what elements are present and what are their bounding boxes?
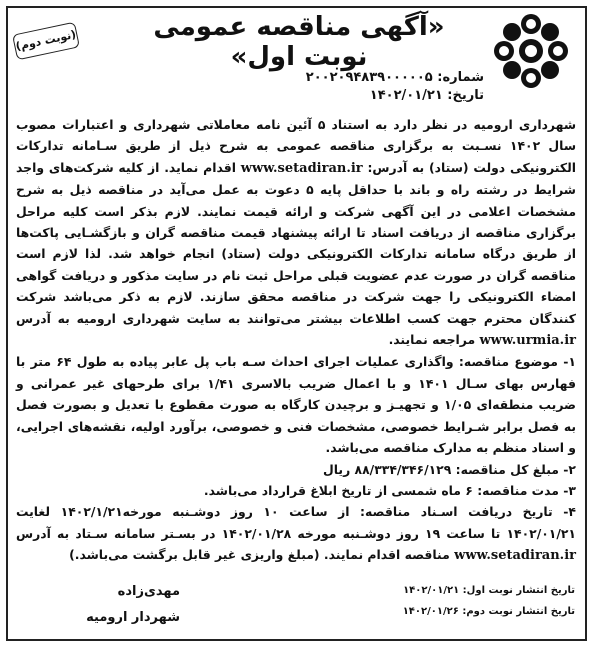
round-badge: (نوبت دوم) — [12, 22, 80, 61]
setadiran-link-2[interactable]: www.setadiran.ir — [454, 548, 576, 564]
docs-text-1: از ساعت ۱۰ روز دوشـنبه مورخه۱۴۰۲/۱/۲۱ لغایت ۱۴۰۲/۰۱/۲۱ تا ساعت ۱۹ روز دوشـنبه مورخه ۱۴۰۲/۰۱/۲۸ در بسـتر سامانه سـتاد به آدرس — [16, 504, 576, 541]
duration-label: ۳- مدت مناقصه: — [477, 482, 576, 498]
docs-text-2: مناقصه اقدام نمایند. (مبلغ واریزی غیر قابل برگشت می‌باشد.) — [69, 547, 450, 563]
intro-paragraph — [16, 114, 576, 351]
docs-label: ۴- تاریخ دریافت اسـناد مناقصه: — [360, 504, 576, 520]
signer-name: مهدی‌زاده — [117, 584, 180, 599]
subject-label: ۱- موضوع مناقصه: — [458, 354, 576, 370]
urmia-link[interactable]: www.urmia.ir — [479, 333, 576, 349]
urmia-municipality-logo — [490, 10, 572, 92]
number-value: ۲۰۰۲۰۹۴۸۳۹۰۰۰۰۰۵ — [305, 70, 433, 85]
docs-paragraph — [16, 501, 576, 566]
duration-text: ۶ ماه شمسی از تاریخ ابلاغ قرارداد می‌باشد. — [203, 482, 473, 498]
second-publish-date: تاریخ انتشار نوبت دوم: ۱۴۰۲/۰۱/۲۶ — [402, 606, 575, 617]
first-publish-date: تاریخ انتشار نوبت اول: ۱۴۰۲/۰۱/۲۱ — [403, 585, 575, 596]
subject-paragraph — [16, 351, 576, 458]
number-label: شماره: — [437, 70, 484, 85]
subject-text: واگذاری عملیات اجرای احداث سـه باب پل عابر پیاده به طول ۶۴ متر با فهارس بهای سـال ۱۴۰۱ و با اعمال ضریب بالاسری ۱/۴۱ برای طرحهای غیر عمرانی و ضریب منطقه‌ای ۱/۰۵ و تجهیـز و برچیدن کارگاه به صورت مقطوع با تعدیل و بصورت فصل به فصل برابر شـرایط خصوصی، مشخصات فنی و خصوصی، برآورد اولیه، نقشه‌های اجرایی، و اسناد منظم به مدارک مناقصه می‌باشد. — [16, 354, 576, 456]
setadiran-link[interactable]: www.setadiran.ir — [240, 160, 363, 176]
intro-text-2: اقدام نماید. از کلیه شرکت‌های واجد شرایط در رشته راه و باند با حداقل پایه ۵ دعوت به عمل می‌آید در مناقصه ذیل به شرح مشخصات اعلامی در این آگهی شرکت و ارائه قیمت نمایند. لازم بذکر است کلیه مراحل برگزاری مناقصه از دریافت اسناد تا ارائه پیشنهاد قیمت مناقصه گران و بازگشـایی پاکت‌ها از طریق درگاه سامانه تدارکات الکترونیکی دولت (ستاد) انجام خواهد شد. لذا لازم است مناقصه گران در صورت عدم عضویت قبلی مراحل ثبت نام در سایت مذکور و دریافت گواهی امضاء الکترونیکی را جهت شرکت در مناقصه محقق سازند. لازم به ذکر می‌باشد شرکت کنندگان محترم جهت کسب اطلاعات بیشتر می‌توانند به سایت شهرداری ارومیه به آدرس — [16, 159, 576, 326]
signer-title: شهردار ارومیه — [86, 610, 180, 625]
notice-title: «آگهی مناقصه عمومی نوبت اول» — [153, 12, 445, 72]
notice-number — [150, 70, 484, 85]
amount-label: ۲- مبلغ کل مناقصه: — [455, 461, 576, 477]
intro-text-3: مراجعه نمایند. — [388, 332, 476, 348]
amount-text: ۸۸/۳۳۴/۳۴۶/۱۲۹ ریال — [323, 461, 452, 477]
notice-date — [150, 88, 484, 103]
duration-paragraph — [16, 480, 576, 501]
date-label: تاریخ: — [447, 88, 484, 103]
notice-body — [16, 114, 576, 567]
date-value: ۱۴۰۲/۰۱/۲۱ — [369, 88, 443, 103]
amount-paragraph — [16, 459, 576, 480]
intro-text-1: شهرداری ارومیه در نظر دارد به استناد ۵ آئین نامه معاملاتی شهرداری و اعتبارات مصوب سال ۱۴۰۲ نسـبت به برگزاری مناقصه عمومی به شرح ذیل از طریق سـامانه تدارکات الکترونیکی دولت (ستاد) به آدرس: — [16, 117, 577, 175]
